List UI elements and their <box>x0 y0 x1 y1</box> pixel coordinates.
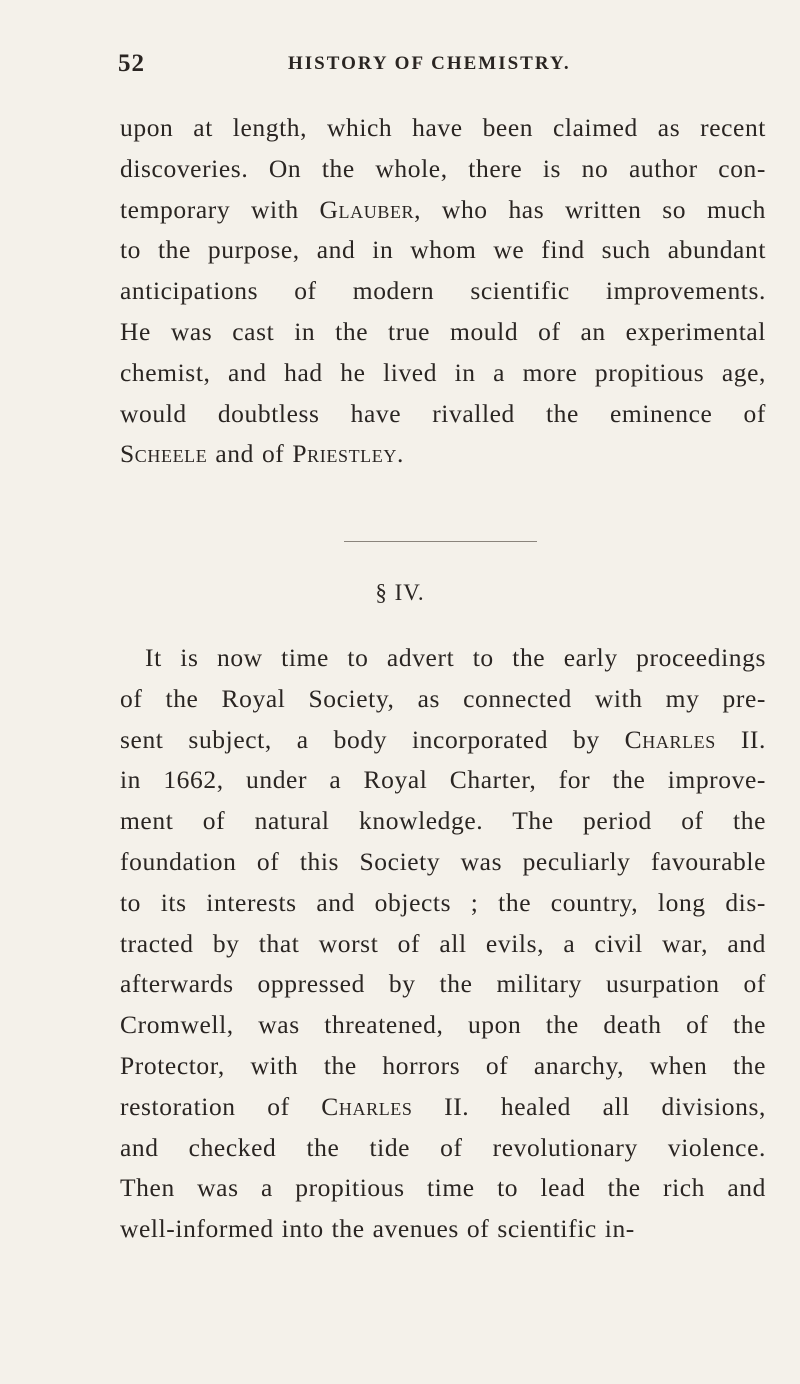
text-run: to its interests and objects ; the country, long dis- <box>120 887 766 917</box>
text-run: chemist, and had he lived in a more propitious age, <box>120 357 766 387</box>
paragraph-2 <box>120 638 766 1250</box>
text-line <box>120 190 766 231</box>
text-line <box>120 353 766 394</box>
text-line <box>120 312 766 353</box>
text-run: anticipations of modern scientific improvements. <box>120 276 766 306</box>
small-caps-name: Glauber <box>319 194 415 224</box>
text-run: discoveries. On the whole, there is no author con- <box>120 153 766 183</box>
text-run: . <box>396 439 404 469</box>
text-line <box>120 679 766 720</box>
text-line <box>120 720 766 761</box>
text-line <box>120 1168 766 1209</box>
text-run: to the purpose, and in whom we find such abundant <box>120 235 766 265</box>
text-line <box>120 1209 766 1250</box>
text-line <box>120 801 766 842</box>
text-line <box>120 883 766 924</box>
text-line <box>120 1046 766 1087</box>
text-run: restoration of <box>120 1091 322 1121</box>
text-run: tracted by that worst of all evils, a civil war, and <box>120 928 766 958</box>
text-run: afterwards oppressed by the military usurpation of <box>120 969 766 999</box>
text-line <box>120 394 766 435</box>
running-title: HISTORY OF CHEMISTRY. <box>288 53 571 74</box>
text-line <box>120 964 766 1005</box>
text-run: would doubtless have rivalled the eminence of <box>120 398 766 428</box>
small-caps-name: Charles II <box>321 1091 463 1121</box>
text-line <box>120 924 766 965</box>
text-line <box>120 434 766 475</box>
text-run: Cromwell, was threatened, upon the death of the <box>120 1010 766 1040</box>
text-run: in 1662, under a Royal Charter, for the improve- <box>120 765 766 795</box>
text-run: and checked the tide of revolutionary violence. <box>120 1132 766 1162</box>
text-run: of the Royal Society, as connected with my pre- <box>120 683 766 713</box>
text-run: ment of natural knowledge. The period of the <box>120 806 766 836</box>
text-run: . healed all divisions, <box>462 1091 766 1121</box>
text-line <box>120 108 766 149</box>
text-run: well-informed into the avenues of scientific in- <box>120 1214 635 1244</box>
small-caps-name: Charles II <box>624 724 760 754</box>
text-run: It is now time to advert to the early proceedings <box>145 643 766 672</box>
text-line <box>120 842 766 883</box>
text-line <box>120 271 766 312</box>
text-run: temporary with <box>120 194 320 224</box>
page-number: 52 <box>118 50 145 77</box>
text-run: . <box>759 724 767 754</box>
text-run: Then was a propitious time to lead the rich and <box>120 1173 766 1203</box>
text-line <box>120 1128 766 1169</box>
paragraph-1 <box>120 108 766 475</box>
running-head <box>118 50 768 82</box>
text-run: upon at length, which have been claimed as recent <box>120 113 766 142</box>
text-run: and of <box>207 439 293 469</box>
text-line <box>120 230 766 271</box>
text-run: sent subject, a body incorporated by <box>120 724 625 754</box>
text-line <box>120 1087 766 1128</box>
text-line <box>120 638 766 679</box>
section-heading: § IV. <box>375 580 425 605</box>
text-run: , who has written so much <box>414 194 766 224</box>
text-run: He was cast in the true mould of an experimental <box>120 316 766 346</box>
small-caps-name: Priestley <box>292 439 397 469</box>
section-divider <box>344 541 537 542</box>
text-line <box>120 1005 766 1046</box>
text-line <box>120 149 766 190</box>
text-line <box>120 760 766 801</box>
small-caps-name: Scheele <box>120 439 208 469</box>
text-run: foundation of this Society was peculiarly favourable <box>120 846 766 876</box>
text-run: Protector, with the horrors of anarchy, when the <box>120 1050 766 1080</box>
